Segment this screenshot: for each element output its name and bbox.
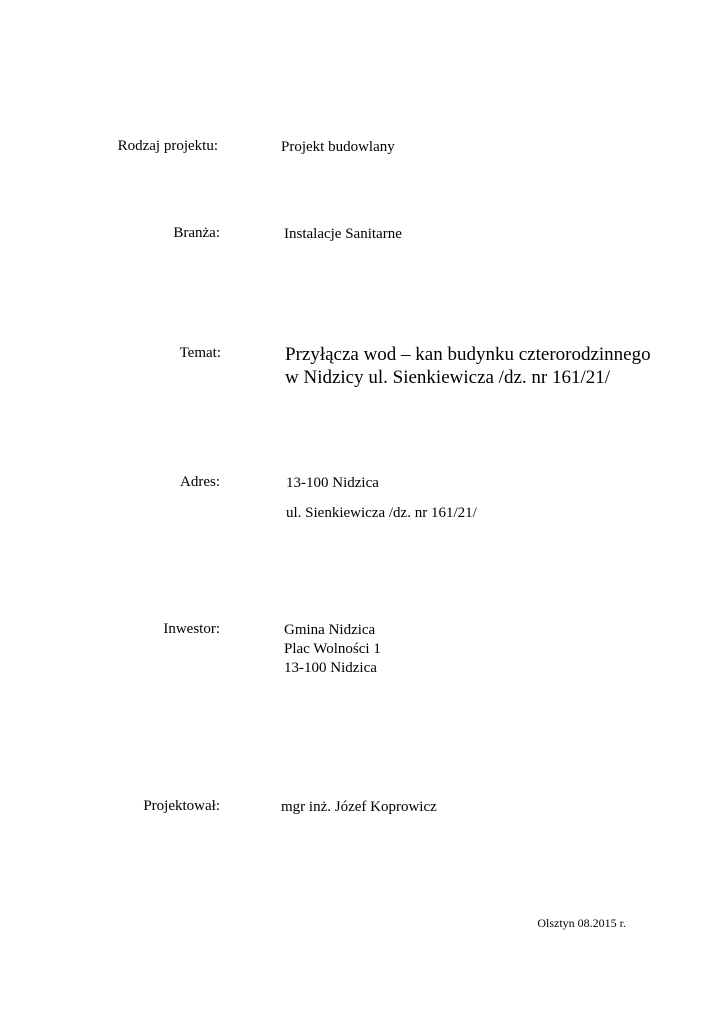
project-type-value: Projekt budowlany [281,139,395,155]
project-type-label: Rodzaj projektu: [117,138,218,154]
branch-label: Branża: [173,225,220,241]
designer-value: mgr inż. Józef Koprowicz [281,799,437,815]
designer-label: Projektował: [143,798,220,814]
address-label: Adres: [180,474,220,490]
investor-line-1: Gmina Nidzica [284,622,376,638]
branch-value: Instalacje Sanitarne [284,226,402,242]
investor-label: Inwestor: [163,621,220,637]
investor-line-2: Plac Wolności 1 [284,641,381,657]
address-line-1: 13-100 Nidzica [286,475,379,491]
subject-line-2: w Nidzicy ul. Sienkiewicza /dz. nr 161/21/ [285,367,611,388]
subject-line-1: Przyłącza wod – kan budynku czterorodzinnego [285,344,651,365]
subject-label: Temat: [179,345,221,361]
address-line-2: ul. Sienkiewicza /dz. nr 161/21/ [286,505,477,521]
investor-line-3: 13-100 Nidzica [284,660,377,676]
place-date: Olsztyn 08.2015 r. [537,916,626,930]
